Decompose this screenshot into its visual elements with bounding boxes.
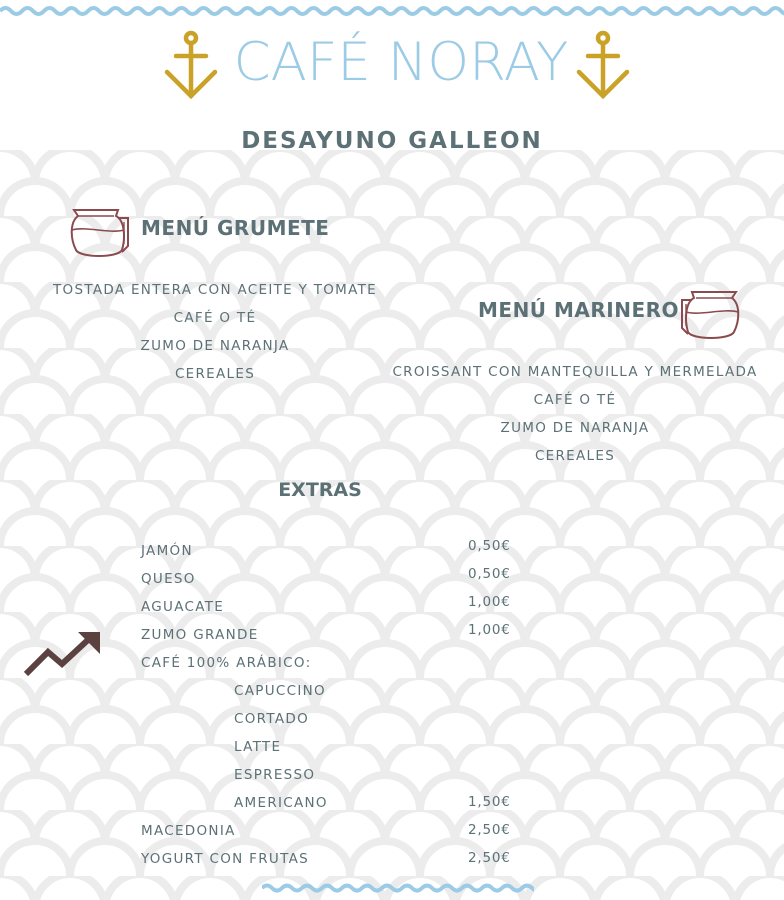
extra-item-price: 1,50€ xyxy=(468,794,511,810)
menu-grumete-item: CAFÉ O TÉ xyxy=(173,310,257,326)
extra-item-name: YOGURT CON FRUTAS xyxy=(141,851,309,867)
extra-item-name: CAPUCCINO xyxy=(234,683,326,699)
menu-grumete-item: ZUMO DE NARANJA xyxy=(140,338,290,354)
coffee-pot-icon xyxy=(678,288,744,344)
extra-item-price: 2,50€ xyxy=(468,822,511,838)
coffee-pot-icon xyxy=(66,206,132,262)
extra-item-name: AGUACATE xyxy=(141,599,225,615)
extras-title: EXTRAS xyxy=(278,479,362,501)
menu-grumete-item: TOSTADA ENTERA CON ACEITE Y TOMATE xyxy=(53,282,377,298)
scale-pattern-background xyxy=(0,150,784,900)
extra-item-name: QUESO xyxy=(141,571,196,587)
menu-grumete-title: MENÚ GRUMETE xyxy=(141,216,330,240)
menu-marinero-item: CAFÉ O TÉ xyxy=(533,392,617,408)
extra-item-name: ESPRESSO xyxy=(234,767,316,783)
extra-item-name: CORTADO xyxy=(234,711,310,727)
extra-item-price: 0,50€ xyxy=(468,538,511,554)
extra-item-name: LATTE xyxy=(234,739,282,755)
menu-marinero-item: ZUMO DE NARANJA xyxy=(500,420,650,436)
extra-item-name: ZUMO GRANDE xyxy=(141,627,259,643)
extra-item-price: 1,00€ xyxy=(468,594,511,610)
menu-marinero-item: CROISSANT CON MANTEQUILLA Y MERMELADA xyxy=(392,364,758,380)
anchor-icon xyxy=(162,30,220,102)
top-wave-border xyxy=(0,0,784,20)
trend-arrow-icon xyxy=(22,628,102,680)
bottom-wave-border xyxy=(262,880,534,896)
menu-grumete-item: CEREALES xyxy=(174,366,256,382)
extra-item-price: 0,50€ xyxy=(468,566,511,582)
menu-marinero-title: MENÚ MARINERO xyxy=(478,298,680,322)
extra-item-name: AMERICANO xyxy=(234,795,328,811)
extra-item-name: JAMÓN xyxy=(141,543,193,559)
extra-item-name: CAFÉ 100% ARÁBICO: xyxy=(141,655,312,671)
page-subtitle: DESAYUNO GALLEON xyxy=(241,128,543,154)
extra-item-price: 2,50€ xyxy=(468,850,511,866)
page-title: CAFÉ NORAY xyxy=(233,32,569,93)
header xyxy=(0,28,784,104)
extra-item-name: MACEDONIA xyxy=(141,823,236,839)
anchor-icon xyxy=(574,30,632,102)
menu-marinero-item: CEREALES xyxy=(534,448,616,464)
extra-item-price: 1,00€ xyxy=(468,622,511,638)
